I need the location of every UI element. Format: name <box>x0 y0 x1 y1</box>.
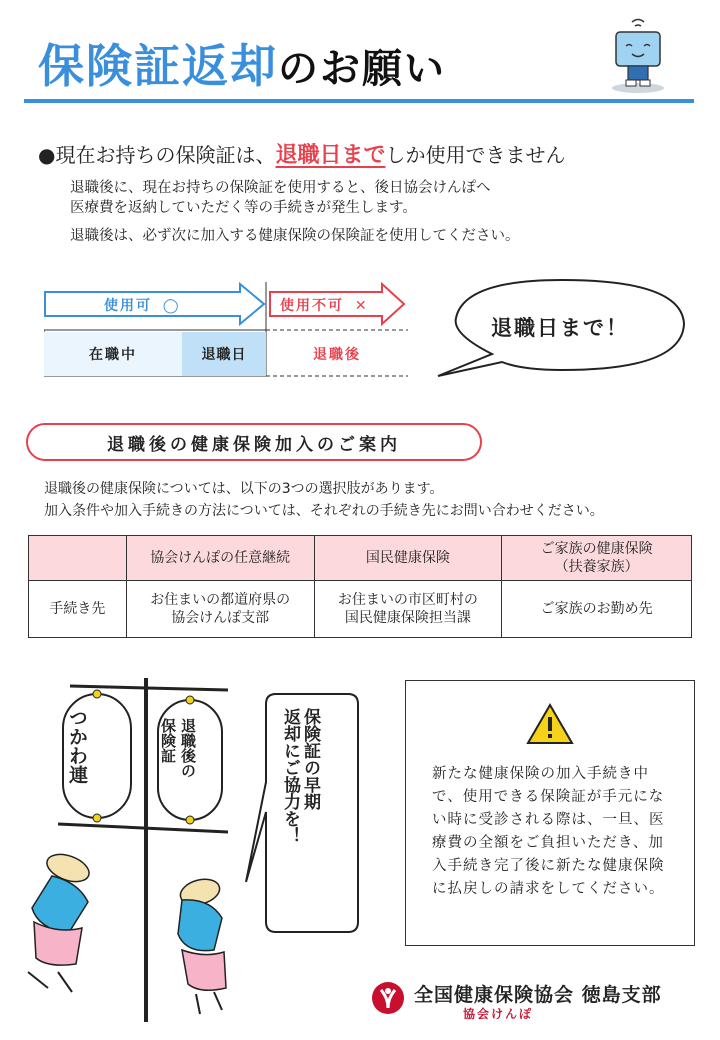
notice-text: 新たな健康保険の加入手続き中で、使用できる保険証が手元にない時に受診される際は、一旦、医療費の全額をご負担いただき、加入手続き完了後に新たな健康保険に払戻しの請求をしてください。 <box>432 766 665 897</box>
bubble-col1: 保険証の早期 <box>300 708 320 810</box>
table-cell: お住まいの都道府県の 協会けんぽ支部 <box>126 581 314 638</box>
organization-nickname: 協会けんぽ <box>463 1007 534 1021</box>
kyokai-kenpo-logo <box>370 980 406 1016</box>
table-header-voluntary: 協会けんぽの任意継続 <box>126 536 314 581</box>
title-main: 保険証返却 <box>38 39 278 93</box>
title-suffix: のお願い <box>278 46 446 92</box>
after-retirement: 退職後 <box>313 347 361 363</box>
warning-paragraph-line2: 医療費を返納していただく等の手続きが発生します。 <box>70 200 417 216</box>
cooperation-bubble-text <box>280 708 320 844</box>
lantern2-col1: 退職後の <box>179 718 197 778</box>
insurance-options-table <box>28 535 692 638</box>
validity-timeline <box>44 282 408 378</box>
table-header-empty <box>29 536 127 581</box>
table-cell: ご家族のお勤め先 <box>502 581 692 638</box>
unusable-text: 使用不可 <box>280 298 344 314</box>
headline-prefix: ●現在お持ちの保険証は、 <box>38 143 276 167</box>
circle-icon: ◯ <box>162 298 181 314</box>
headline-emphasis: 退職日まで <box>275 143 386 168</box>
warning-paragraph-line1: 退職後に、現在お持ちの保険証を使用すると、後日協会けんぽへ <box>70 180 491 196</box>
speech-bubble-text: 退職日まで！ <box>491 316 629 340</box>
title-underline <box>24 99 694 103</box>
instruction-paragraph: 退職後は、必ず次に加入する健康保険の保険証を使用してください。 <box>70 228 520 244</box>
lantern2-col2: 保険証 <box>159 718 177 763</box>
page-title <box>38 30 446 96</box>
notice-box <box>405 680 695 946</box>
mascot-illustration <box>606 16 670 94</box>
section-heading-pill: 退職後の健康保険加入のご案内 <box>26 423 482 461</box>
table-cell: お住まいの市区町村の 国民健康保険担当課 <box>314 581 502 638</box>
validity-headline <box>38 138 565 169</box>
warning-icon <box>526 703 574 745</box>
headline-suffix: しか使用できません <box>385 143 566 167</box>
cross-icon: ✕ <box>354 298 369 314</box>
bubble-col2: 返却にご協力を！ <box>280 708 300 844</box>
options-intro-line1: 退職後の健康保険については、以下の3つの選択肢があります。 <box>44 481 444 497</box>
options-intro-line2: 加入条件や加入手続きの方法については、それぞれの手続き先にお問い合わせください。 <box>44 503 604 519</box>
table-header-family: ご家族の健康保険 （扶養家族） <box>502 536 692 581</box>
employed-period: 在職中 <box>44 332 182 376</box>
unusable-label <box>280 295 369 315</box>
table-row <box>29 581 692 638</box>
table-header-national: 国民健康保険 <box>314 536 502 581</box>
lantern2-text <box>158 718 198 778</box>
table-row-label: 手続き先 <box>29 581 127 638</box>
lantern1-text: つかわ連 <box>66 708 88 784</box>
organization-name: 全国健康保険協会 徳島支部 <box>414 984 662 1006</box>
table-header-row <box>29 536 692 581</box>
usable-text: 使用可 <box>104 298 152 314</box>
retirement-day: 退職日 <box>182 332 266 376</box>
usable-label <box>104 295 181 315</box>
